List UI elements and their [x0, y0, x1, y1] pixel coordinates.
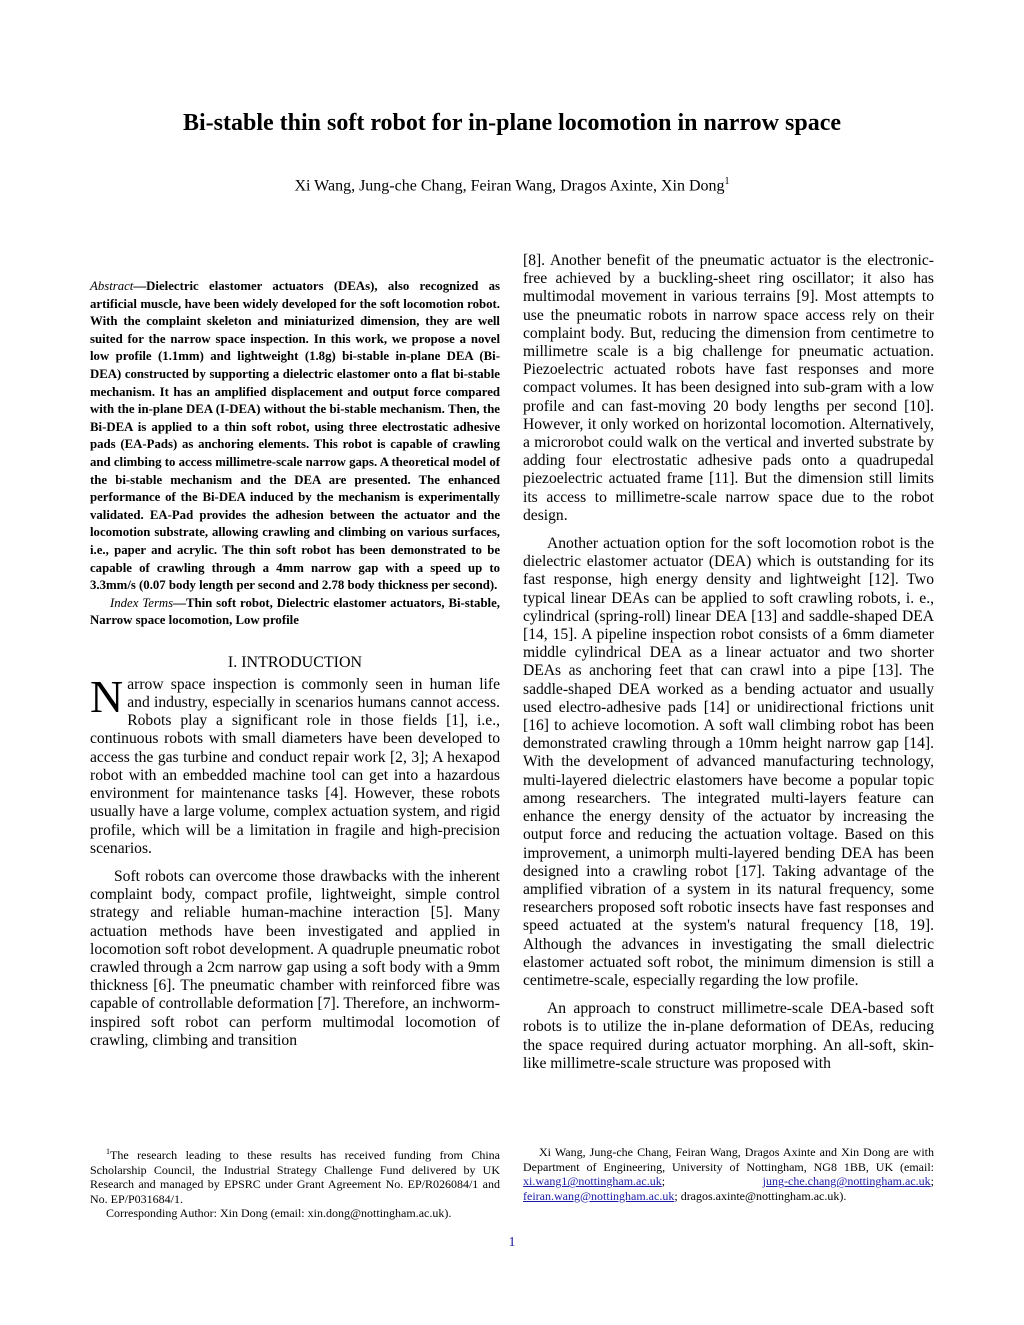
corresponding-author-note: Corresponding Author: Xin Dong (email: xin.dong@nottingham.ac.uk).	[106, 1206, 452, 1221]
page-number: 1	[508, 1235, 516, 1250]
index-terms-text: —Thin soft robot, Dielectric elastomer actuators, Bi-stable, Narrow space locomotion, Low profile	[90, 595, 500, 628]
abstract	[90, 278, 500, 595]
index-terms	[90, 595, 500, 630]
funding-footnote	[90, 1145, 500, 1221]
email-dragos-axinte: dragos.axinte@nottingham.ac.uk).	[680, 1188, 847, 1203]
intro-paragraph-1-text: arrow space inspection is commonly seen in human life and industry, especially in scenarios humans cannot access. Robots play a significant role in those fields [1], i.e., continuous robots with small diameters have been developed to access the gas turbine and conduct repair work [2, 3]; A hexapod robot with an embedded machine tool can get into a hazardous environment for maintenance tasks [4]. However, these robots usually have a large volume, complex actuation system, and rigid profile, which will be a limitation in fragile and high-precision scenarios.	[90, 675, 500, 857]
affiliation-note: Xi Wang, Jung-che Chang, Feiran Wang, Dragos Axinte and Xin Dong are with Department of Engineering, University of Nottingham, NG8 1BB, UK (email: xi.wang1@nottingham.ac.uk; jung-che.chang@nottingham.ac.uk; feiran.wang@nottingham.ac.uk; dragos.axinte@nottingham.ac.uk).	[523, 1145, 934, 1203]
email-link-jung-che-chang[interactable]: jung-che.chang@nottingham.ac.uk	[762, 1174, 931, 1189]
affiliation-footnote	[523, 1145, 934, 1203]
right-paragraph-2: Another actuation option for the soft locomotion robot is the dielectric elastomer actuator (DEA) which is outstanding for its fast response, high energy density and lightweight [12]. Two typical linear DEAs can be applied to soft crawling robots, i. e., cylindrical (spring-roll) linear DEA [13] and saddle-shaped DEA [14, 15]. A pipeline inspection robot consists of a 6mm diameter middle cylindrical DEA as a linear actuator and two shorter DEAs as anchoring feet that can crawl into a pipe [13]. The saddle-shaped DEA worked as a bending actuator and usually used electro-adhesive pads [14] or unidirectional frictions unit [16] to achieve locomotion. A soft wall climbing robot has been demonstrated crawling through a 10mm height narrow gap [14]. With the development of advanced manufacturing technology, multi-layered dielectric elastomers have become a popular topic among researchers. The integrated multi-layers feature can enhance the energy density of the actuator by increasing the output force and reducing the actuation voltage. Based on this improvement, a unimorph multi-layered bending DEA has been designed into a crawling robot [17]. Taking advantage of the amplified vibration of a system in its natural frequency, some researchers proposed soft robotic insects have fast responses and speed actuated at the system's natural frequency [18, 19]. Although the advances in investigating the small dielectric elastomer actuated soft robot, the minimum dimension is still a centimetre-scale, especially regarding the low profile.	[523, 535, 934, 989]
right-paragraph-3: An approach to construct millimetre-scale DEA-based soft robots is to utilize the in-plane deformation of DEAs, reducing the space required during actuator morphing. An all-soft, skin-like millimetre-scale structure was proposed with	[523, 1000, 934, 1072]
email-link-xi-wang[interactable]: xi.wang1@nottingham.ac.uk	[523, 1174, 662, 1189]
author-names: Xi Wang, Jung-che Chang, Feiran Wang, Dragos Axinte, Xin Dong	[294, 177, 725, 195]
author-footnote-marker: 1	[724, 176, 730, 187]
email-link-feiran-wang[interactable]: feiran.wang@nottingham.ac.uk	[523, 1188, 675, 1203]
section-heading-introduction: I. INTRODUCTION	[227, 653, 363, 671]
affiliation-text: Xi Wang, Jung-che Chang, Feiran Wang, Dragos Axinte and Xin Dong are with Department of Engineering, University of Nottingham, NG8 1BB, UK (email:	[523, 1145, 934, 1174]
abstract-text: —Dielectric elastomer actuators (DEAs), also recognized as artificial muscle, have been widely developed for the soft locomotion robot. With the complaint skeleton and miniaturized dimension, they are well suited for the narrow space inspection. In this work, we propose a novel low profile (1.1mm) and lightweight (1.8g) bi-stable in-plane DEA (Bi-DEA) constructed by supporting a dielectric elastomer onto a flat bi-stable mechanism. It has an amplified displacement and output force compared with the in-plane DEA (I-DEA) without the bi-stable mechanism. Then, the Bi-DEA is applied to a thin soft robot, using three electrostatic adhesive pads (EA-Pads) as anchoring elements. This robot is capable of crawling and climbing to access millimetre-scale narrow gaps. A theoretical model of the bi-stable mechanism and the DEA are presented. The enhanced performance of the Bi-DEA induced by the mechanism is experimentally validated. EA-Pad provides the adhesion between the actuator and the locomotion substrate, allowing crawling and climbing on various surfaces, i.e., paper and acrylic. The thin soft robot has been demonstrated to be capable of crawling through a 4mm narrow gap with a speed up to 3.3mm/s (0.07 body length per second and 2.78 body thickness per second).	[90, 279, 500, 593]
author-list	[0, 176, 1024, 195]
right-paragraph-1: [8]. Another benefit of the pneumatic actuator is the electronic-free achieved by a buckling-sheet ring oscillator; it also has multimodal movement in various terrains [9]. Most attempts to use the pneumatic robots in narrow space access rely on their complaint body. But, reducing the dimension from centimetre to millimetre scale is a big challenge for pneumatic actuation. Piezoelectric actuated robots have fast responses and more compact volumes. It has been designed into sub-gram with a low profile and can fast-moving 20 body lengths per second [10]. However, it only worked on horizontal locomotion. Alternatively, a microrobot could walk on the vertical and inverted substrate by adding four electrostatic adhesive pads onto a quadrupedal piezoelectric actuated frame [11]. But the dimension still limits its access to millimetre-scale narrow space due to the robot design.	[523, 252, 934, 524]
footnote-marker: 1	[106, 1147, 110, 1156]
intro-paragraph-1	[90, 670, 500, 858]
paper-title: Bi-stable thin soft robot for in-plane locomotion in narrow space	[182, 110, 842, 136]
intro-paragraph-2: Soft robots can overcome those drawbacks with the inherent complaint body, compact profile, lightweight, simple control strategy and reliable human-machine interaction [5]. Many actuation methods have been investigated and applied in locomotion soft robot development. A quadruple pneumatic robot crawled through a 2cm narrow gap using a soft body with a 9mm thickness [6]. The pneumatic chamber with reinforced fibre was capable of controllable deformation [7]. Therefore, an inchworm-inspired soft robot can perform multimodal locomotion of crawling, climbing and transition	[90, 867, 500, 1049]
abstract-label: Abstract	[90, 279, 134, 293]
index-terms-label: Index Terms	[110, 595, 174, 610]
funding-note-text: The research leading to these results has received funding from China Scholarship Council, the Industrial Strategy Challenge Fund delivered by UK Research and managed by EPSRC under Grant Agreement No. EP/R026084/1 and No. EP/P031684/1.	[90, 1148, 500, 1206]
left-column	[90, 278, 500, 1060]
drop-cap: N	[90, 670, 124, 722]
funding-note	[90, 1145, 500, 1206]
right-column	[523, 252, 934, 1083]
